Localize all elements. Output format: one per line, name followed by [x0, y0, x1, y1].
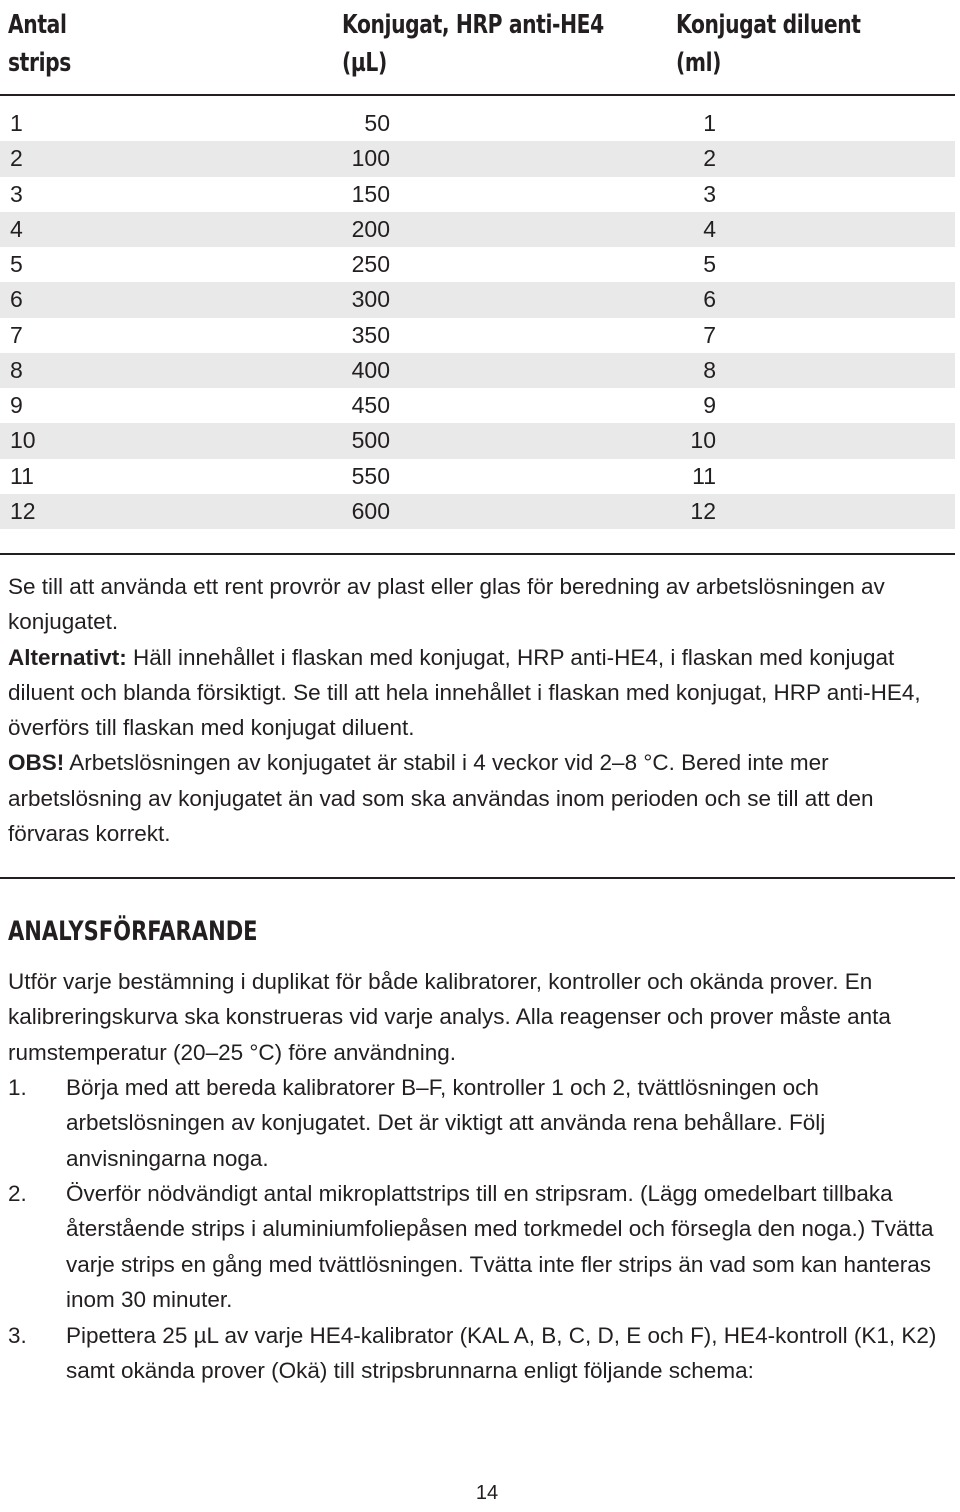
strips-cell: 7 [10, 321, 23, 348]
konjugat-cell: 350 [351, 321, 390, 348]
diluent-cell: 12 [690, 497, 716, 524]
table-row [0, 353, 955, 388]
table-row [0, 423, 955, 458]
table-row [0, 318, 955, 353]
table-row [0, 282, 955, 317]
konjugat-cell: 400 [351, 356, 390, 383]
diluent-cell: 2 [703, 145, 716, 172]
table-row [0, 459, 955, 494]
alternative-text: Häll innehållet i flaskan med konjugat, HRP anti-HE4, i flaskan med konjugat diluent och blanda försiktigt. Se till att hela innehållet i flaskan med konjugat, HRP anti-HE4, överförs till flaskan med konjugat diluent. [8, 644, 921, 741]
step-number: 2. [8, 1181, 27, 1206]
header-antal-strips: Antal strips [8, 10, 71, 78]
section-divider-rule [0, 877, 955, 879]
table-top-rule [0, 94, 955, 96]
diluent-cell: 11 [692, 462, 716, 489]
konjugat-cell: 600 [351, 497, 390, 524]
table-header [0, 6, 960, 86]
obs-text: Arbetslösningen av konjugatet är stabil i 4 veckor vid 2–8 °C. Bered inte mer arbetslösning av konjugatet än vad som ska användas inom perioden och se till att den förvaras korrekt. [8, 750, 874, 847]
table-row [0, 247, 955, 282]
header-konjugat-hrp: Konjugat, HRP anti-HE4 (µL) [342, 10, 604, 78]
konjugat-cell: 450 [351, 392, 390, 418]
strips-cell: 1 [10, 110, 23, 136]
table-row [0, 212, 955, 247]
page-number: 14 [475, 1482, 499, 1504]
strips-cell: 3 [10, 180, 23, 207]
diluent-cell: 1 [703, 110, 716, 136]
konjugat-cell: 200 [351, 215, 390, 242]
table-row [0, 177, 955, 212]
step-text: Pipettera 25 µL av varje HE4-kalibrator (KAL A, B, C, D, E och F), HE4-kontroll (K1, K2) samt okända prover (Okä) till stripsbrunnarna enligt följande schema: [66, 1323, 937, 1384]
konjugat-cell: 550 [351, 462, 390, 489]
strips-cell: 2 [10, 145, 23, 172]
alternative-label: Alternativt: [8, 644, 127, 670]
header-konjugat-diluent: Konjugat diluent (ml) [676, 10, 861, 78]
diluent-cell: 5 [703, 251, 716, 277]
strips-cell: 6 [10, 286, 23, 313]
diluent-cell: 6 [703, 286, 716, 313]
strips-cell: 8 [10, 356, 23, 383]
diluent-cell: 4 [703, 215, 716, 242]
diluent-cell: 7 [703, 321, 716, 348]
strips-cell: 10 [10, 427, 36, 454]
konjugat-cell: 250 [351, 251, 390, 277]
diluent-cell: 8 [703, 356, 716, 383]
step-number: 1. [8, 1075, 27, 1100]
note-paragraph [8, 569, 958, 851]
step-text: Överför nödvändigt antal mikroplattstrips till en stripsram. (Lägg omedelbart tillbaka återstående strips i aluminiumfoliepåsen med torkmedel och försegla den noga.) Tvätta varje strips en gång med tvättlösningen. Tvätta inte fler strips än vad som kan hanteras inom 30 minuter. [66, 1181, 934, 1312]
strips-cell: 11 [10, 462, 34, 489]
section-intro: Utför varje bestämning i duplikat för både kalibratorer, kontroller och okända prover. En kalibreringskurva ska konstrueras vid varje analys. Alla reagenser och prover måste anta rumstemperatur (20–25 °C) före användning. [8, 969, 891, 1065]
diluent-cell: 10 [690, 427, 716, 454]
konjugat-cell: 150 [351, 180, 390, 207]
note-text: Se till att använda ett rent provrör av plast eller glas för beredning av arbetslösningen av konjugatet. [8, 574, 885, 635]
strips-cell: 9 [10, 392, 23, 418]
strips-cell: 5 [10, 251, 23, 277]
konjugat-cell: 100 [351, 145, 390, 172]
dilution-table [0, 106, 955, 529]
section-title: ANALYSFÖRFARANDE [8, 916, 258, 947]
table-row [0, 141, 955, 176]
table-row [0, 494, 955, 529]
strips-cell: 12 [10, 497, 36, 524]
konjugat-cell: 50 [364, 110, 390, 136]
strips-cell: 4 [10, 215, 23, 242]
obs-label: OBS! [8, 750, 65, 776]
step-text: Börja med att bereda kalibratorer B–F, kontroller 1 och 2, tvättlösningen och arbetslösningen av konjugatet. Det är viktigt att använda rena behållare. Följ anvisningarna noga. [66, 1075, 826, 1171]
konjugat-cell: 500 [351, 427, 390, 454]
table-row [0, 388, 955, 423]
konjugat-cell: 300 [351, 286, 390, 313]
table-row [0, 106, 955, 141]
diluent-cell: 3 [703, 180, 716, 207]
diluent-cell: 9 [703, 392, 716, 418]
table-bottom-rule [0, 553, 955, 555]
step-number: 3. [8, 1323, 27, 1348]
